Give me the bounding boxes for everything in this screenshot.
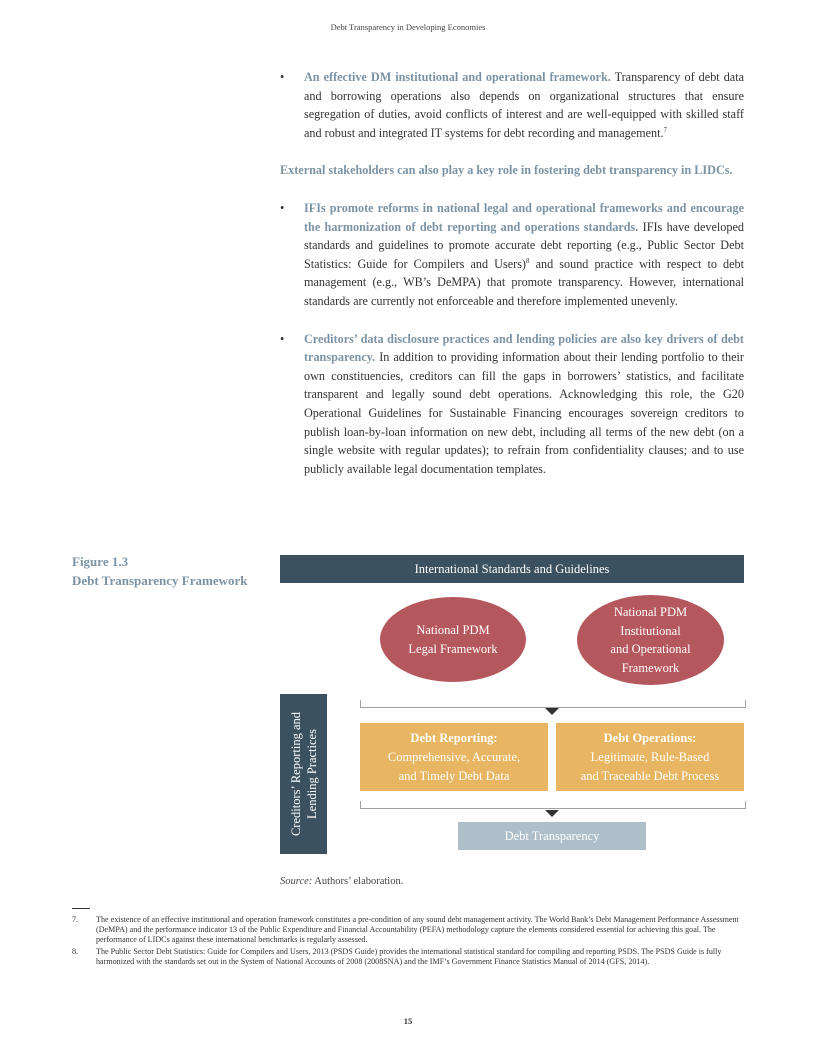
- footnote-text: The Public Sector Debt Statistics: Guide for Compilers and Users, 2013 (PSDS Guide) provides the international statistical standard for compiling and reporting PSDS. The PSDS Guide is fully harmonized with the standards set out in the System of National Accounts of 2008 (2008SNA) and the IMF’s Government Finance Statistics Manual of 2014 (GFS, 2014).: [96, 946, 722, 966]
- debt-transparency-diagram: [280, 555, 744, 855]
- bullet-marker: •: [280, 200, 285, 215]
- bullet-institutional-framework: [280, 68, 744, 142]
- debt-reporting-title: Debt Reporting:: [410, 730, 498, 745]
- footnotes: [72, 915, 744, 968]
- standards-bar: International Standards and Guidelines: [280, 555, 744, 583]
- debt-reporting-box: [360, 723, 548, 791]
- arrow-down-icon: [545, 708, 559, 715]
- footnote-8: [72, 947, 744, 967]
- bullet-text: In addition to providing information about their lending portfolio to their own constituencies, creditors can fill the gaps in borrowers’ statistics, and facilitate transparent and legally sound debt operations. Acknowledging this role, the G20 Operational Guidelines for Sustainable Financing encourages sovereign creditors to publish loan-by-loan information on new debt, including all terms of the new debt (on a single website with regular updates); to refrain from confidentiality clauses; and to use publicly available legal documentation templates.: [304, 350, 744, 476]
- figure-caption: [72, 552, 247, 590]
- legal-framework-ellipse: [380, 597, 526, 682]
- debt-operations-title: Debt Operations:: [603, 730, 697, 745]
- figure-title: Debt Transparency Framework: [72, 573, 248, 588]
- legal-framework-label: National PDM Legal Framework: [408, 623, 498, 656]
- bullet-marker: •: [280, 70, 285, 84]
- footnote-divider: [72, 908, 90, 909]
- source-text: Authors’ elaboration.: [312, 876, 404, 887]
- creditors-practices-bar: [280, 694, 327, 854]
- bullet-text: IFIs have developed standards and guidelines to promote accurate debt reporting (e.g., Public Sector Debt Statistics: Guide for Compilers and Users): [304, 219, 744, 271]
- footnote-7: [72, 915, 744, 946]
- body-text: [280, 68, 744, 478]
- bracket-bottom: [360, 801, 746, 809]
- footnote-number: 7.: [72, 915, 79, 924]
- bullet-marker: •: [280, 331, 285, 346]
- bullet-lead: An effective DM institutional and operational framework.: [304, 70, 611, 84]
- bullet-text: Transparency of debt data and borrowing operations also depends on organizational structures that ensure segregation of duties, avoid conflicts of interest and are well-equipped with skilled staff and robust and integrated IT systems for debt recording and management.: [304, 70, 744, 140]
- source-label: Source:: [280, 876, 313, 887]
- footnote-ref-8[interactable]: 8: [526, 256, 530, 265]
- arrow-down-icon: [545, 810, 559, 817]
- debt-reporting-text: Comprehensive, Accurate, and Timely Debt Data: [387, 749, 521, 783]
- section-lead-paragraph: External stakeholders can also play a key role in fostering debt transparency in LIDCs.: [280, 163, 733, 178]
- footnote-ref-7[interactable]: 7: [663, 125, 668, 134]
- figure-source: [280, 876, 403, 887]
- bullet-creditors: [280, 330, 744, 479]
- bracket-top: [360, 700, 746, 708]
- bullet-ifis: [280, 199, 744, 311]
- footnote-text: The existence of an effective institutional and operation framework constitutes a pre-condition of any sound debt management activity. The World Bank’s Debt Management Performance Assessment (DeMPA) and the performance indicator 13 of the Public Expenditure and Financial Accountability (PEFA) methodology capture the elements considered essential for achieving this goal. The performance of LIDCs against these international benchmarks is regularly assessed.: [96, 915, 739, 945]
- creditors-practices-label: Creditors’ Reporting and Lending Practices: [288, 711, 319, 837]
- footnote-number: 8.: [72, 946, 79, 956]
- institutional-framework-label: National PDM Institutional and Operational Framework: [610, 605, 691, 675]
- debt-operations-box: [556, 723, 744, 791]
- debt-operations-text: Legitimate, Rule-Based and Traceable Debt Process: [580, 749, 720, 783]
- institutional-framework-ellipse: [577, 595, 724, 685]
- figure-number: Figure 1.3: [72, 554, 129, 569]
- bullet-lead: Creditors’ data disclosure practices and lending policies are also key drivers of debt transparency.: [304, 331, 744, 365]
- bullet-text-continued: and sound practice with respect to debt management (e.g., WB’s DeMPA) that promote transparency. However, international standards are currently not enforceable and therefore implemented unevenly.: [304, 256, 744, 308]
- debt-transparency-box: Debt Transparency: [458, 822, 646, 850]
- running-header: Debt Transparency in Developing Economies: [330, 22, 486, 32]
- page-number: 15: [403, 1016, 413, 1026]
- bullet-lead: IFIs promote reforms in national legal and operational frameworks and encourage the harmonization of debt reporting and operations standards.: [304, 200, 744, 234]
